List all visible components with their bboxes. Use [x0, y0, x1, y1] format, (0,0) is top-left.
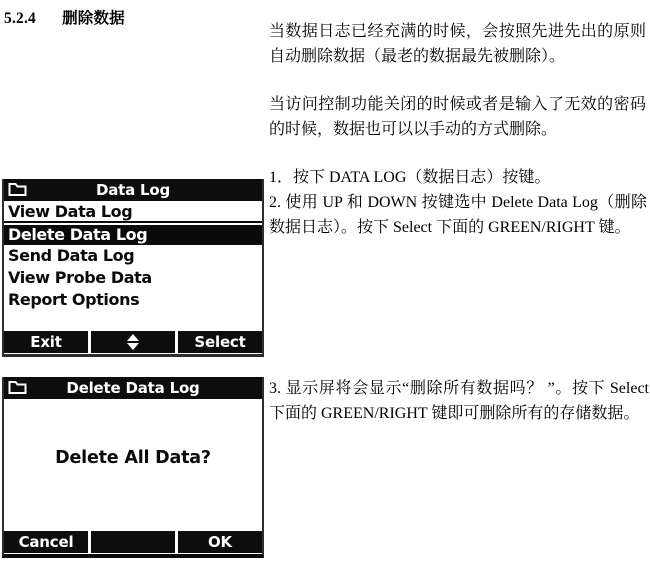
softkey-exit[interactable]: Exit	[4, 331, 88, 353]
section-heading	[4, 6, 125, 28]
screen2-titlebar	[4, 377, 262, 399]
instruction-step-3: 3. 显示屏将会显示“删除所有数据吗？ ”。按下 Select 下面的 GREEN/RIGHT 键即可删除所有的存储数据。	[269, 380, 649, 422]
softkey-select[interactable]: Select	[178, 331, 262, 353]
softkey-ok[interactable]: OK	[178, 531, 262, 553]
screen2-softkey-bar	[4, 531, 262, 553]
menu-item-delete-data-log[interactable]: Delete Data Log	[4, 223, 262, 245]
section-number: 5.2.4	[4, 10, 36, 27]
screen1-softkey-bar	[4, 331, 262, 353]
delete-confirm-message: Delete All Data?	[55, 448, 211, 468]
section-title: 删除数据	[62, 10, 125, 27]
datalog-menu-screen	[2, 179, 264, 357]
step-1: 1．按下 DATA LOG（数据日志）按键。	[269, 169, 551, 186]
scroll-updown-icon	[127, 334, 139, 350]
instruction-steps-1-2	[269, 165, 647, 240]
intro-paragraph-1: 当数据日志已经充满的时候，会按照先进先出的原则自动删除数据（最老的数据最先被删除）。	[269, 23, 646, 65]
menu-item-send-data-log[interactable]: Send Data Log	[4, 245, 262, 267]
softkey-cancel[interactable]: Cancel	[4, 531, 88, 553]
menu-item-view-probe-data[interactable]: View Probe Data	[4, 267, 262, 289]
datalog-menu	[4, 201, 262, 311]
softkey-blank	[91, 531, 175, 553]
screen2-title: Delete Data Log	[66, 379, 200, 397]
screen1-title: Data Log	[95, 181, 171, 199]
folder-icon	[8, 380, 27, 395]
folder-icon	[8, 182, 27, 197]
softkey-scroll[interactable]	[91, 331, 175, 353]
screen2-body	[4, 399, 262, 531]
step-2: 2. 使用 UP 和 DOWN 按键选中 Delete Data Log（删除数据日志）。按下 Select 下面的 GREEN/RIGHT 键。	[269, 194, 647, 236]
delete-confirm-screen	[2, 377, 264, 558]
intro-paragraph-2: 当访问控制功能关闭的时候或者是输入了无效的密码的时候，数据也可以以手动的方式删除。	[269, 96, 646, 138]
menu-item-view-data-log[interactable]: View Data Log	[4, 201, 262, 223]
screen1-titlebar	[4, 179, 262, 201]
menu-item-report-options[interactable]: Report Options	[4, 289, 262, 311]
screen1-empty-area	[4, 311, 262, 331]
